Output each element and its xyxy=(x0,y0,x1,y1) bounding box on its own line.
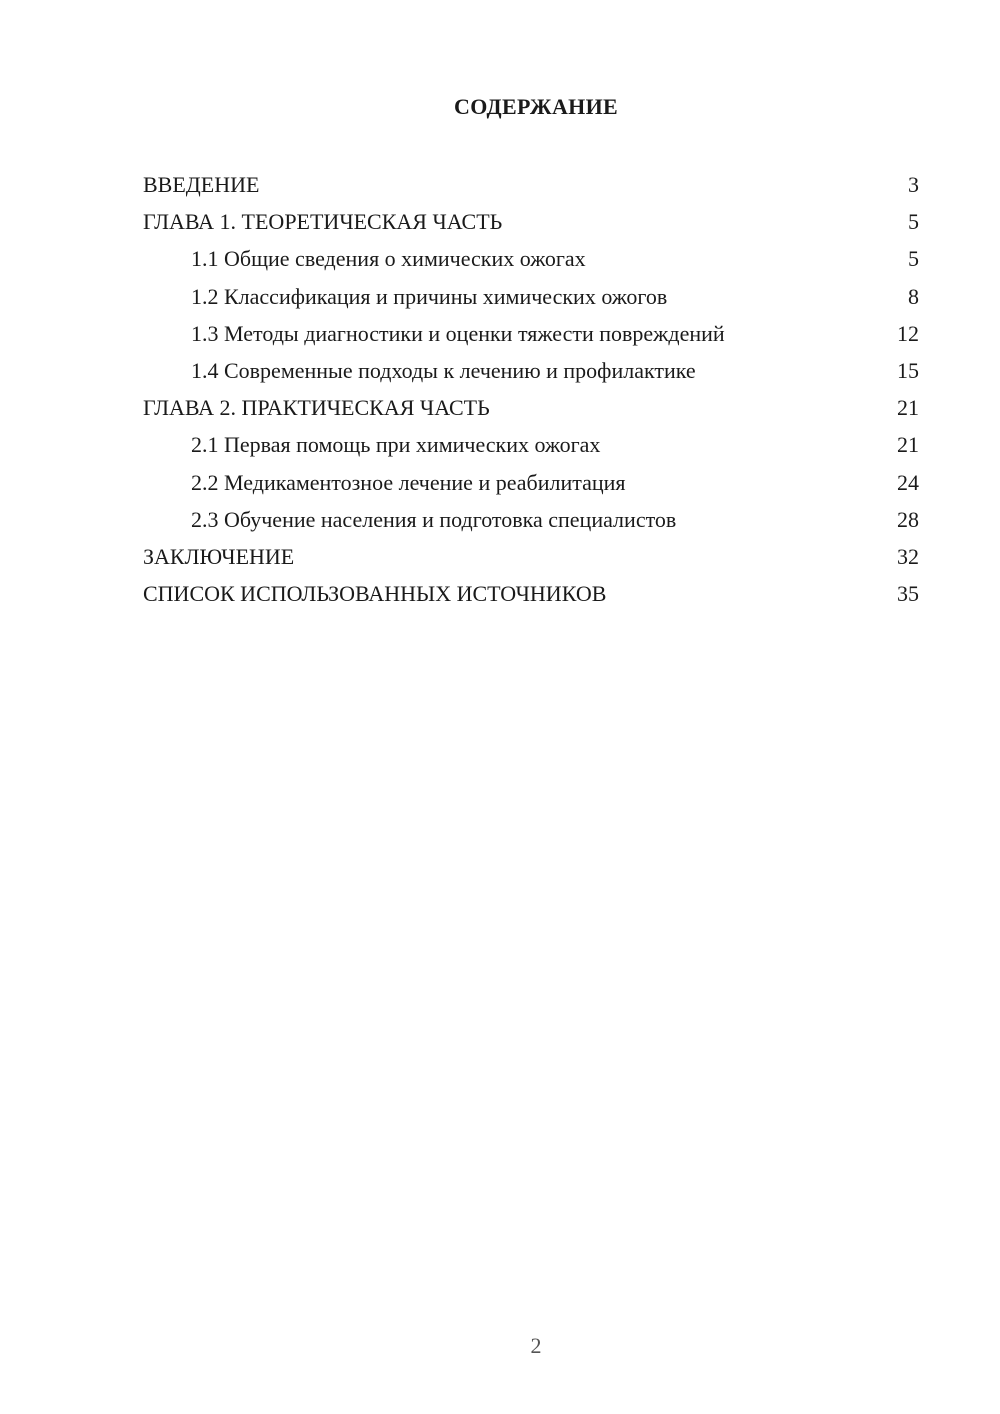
toc-subentry xyxy=(143,240,919,277)
toc-subentry xyxy=(143,464,919,501)
table-of-contents xyxy=(143,166,919,612)
toc-entry-page: 15 xyxy=(897,357,919,383)
toc-subentry xyxy=(143,278,919,315)
toc-entry-label: ЗАКЛЮЧЕНИЕ xyxy=(143,543,295,569)
toc-subentry xyxy=(143,315,919,352)
toc-entry-page: 21 xyxy=(897,395,919,421)
toc-entry-label: ГЛАВА 2. ПРАКТИЧЕСКАЯ ЧАСТЬ xyxy=(143,395,490,421)
toc-entry-page: 21 xyxy=(897,432,919,458)
toc-entry-page: 8 xyxy=(908,283,919,309)
toc-entry xyxy=(143,389,919,426)
toc-entry-label: СПИСОК ИСПОЛЬЗОВАННЫХ ИСТОЧНИКОВ xyxy=(143,581,607,607)
toc-entry-label: 1.3 Методы диагностики и оценки тяжести повреждений xyxy=(191,320,725,346)
toc-entry-page: 24 xyxy=(897,469,919,495)
toc-entry-label: 2.3 Обучение населения и подготовка специалистов xyxy=(191,506,677,532)
toc-entry-label: 2.2 Медикаментозное лечение и реабилитация xyxy=(191,469,626,495)
toc-entry-page: 28 xyxy=(897,506,919,532)
toc-entry-page: 3 xyxy=(908,172,919,197)
toc-entry-label: 1.2 Классификация и причины химических ожогов xyxy=(191,283,668,309)
toc-entry-label: 1.1 Общие сведения о химических ожогах xyxy=(191,246,586,272)
toc-entry xyxy=(143,166,919,203)
toc-entry-page: 35 xyxy=(897,581,919,607)
toc-entry xyxy=(143,203,919,240)
toc-entry-label: 2.1 Первая помощь при химических ожогах xyxy=(191,432,601,458)
toc-subentry xyxy=(143,352,919,389)
toc-subentry xyxy=(143,426,919,463)
toc-entry-page: 12 xyxy=(897,320,919,346)
toc-entry xyxy=(143,538,919,575)
toc-entry xyxy=(143,575,919,612)
toc-entry-label: ВВЕДЕНИЕ xyxy=(143,172,260,197)
toc-entry-label: ГЛАВА 1. ТЕОРЕТИЧЕСКАЯ ЧАСТЬ xyxy=(143,209,503,235)
toc-entry-label: 1.4 Современные подходы к лечению и профилактике xyxy=(191,357,696,383)
toc-subentry xyxy=(143,501,919,538)
toc-entry-page: 5 xyxy=(908,246,919,272)
toc-entry-page: 5 xyxy=(908,209,919,235)
page-number: 2 xyxy=(530,1333,542,1358)
page-title: СОДЕРЖАНИЕ xyxy=(454,94,618,119)
toc-entry-page: 32 xyxy=(897,543,919,569)
